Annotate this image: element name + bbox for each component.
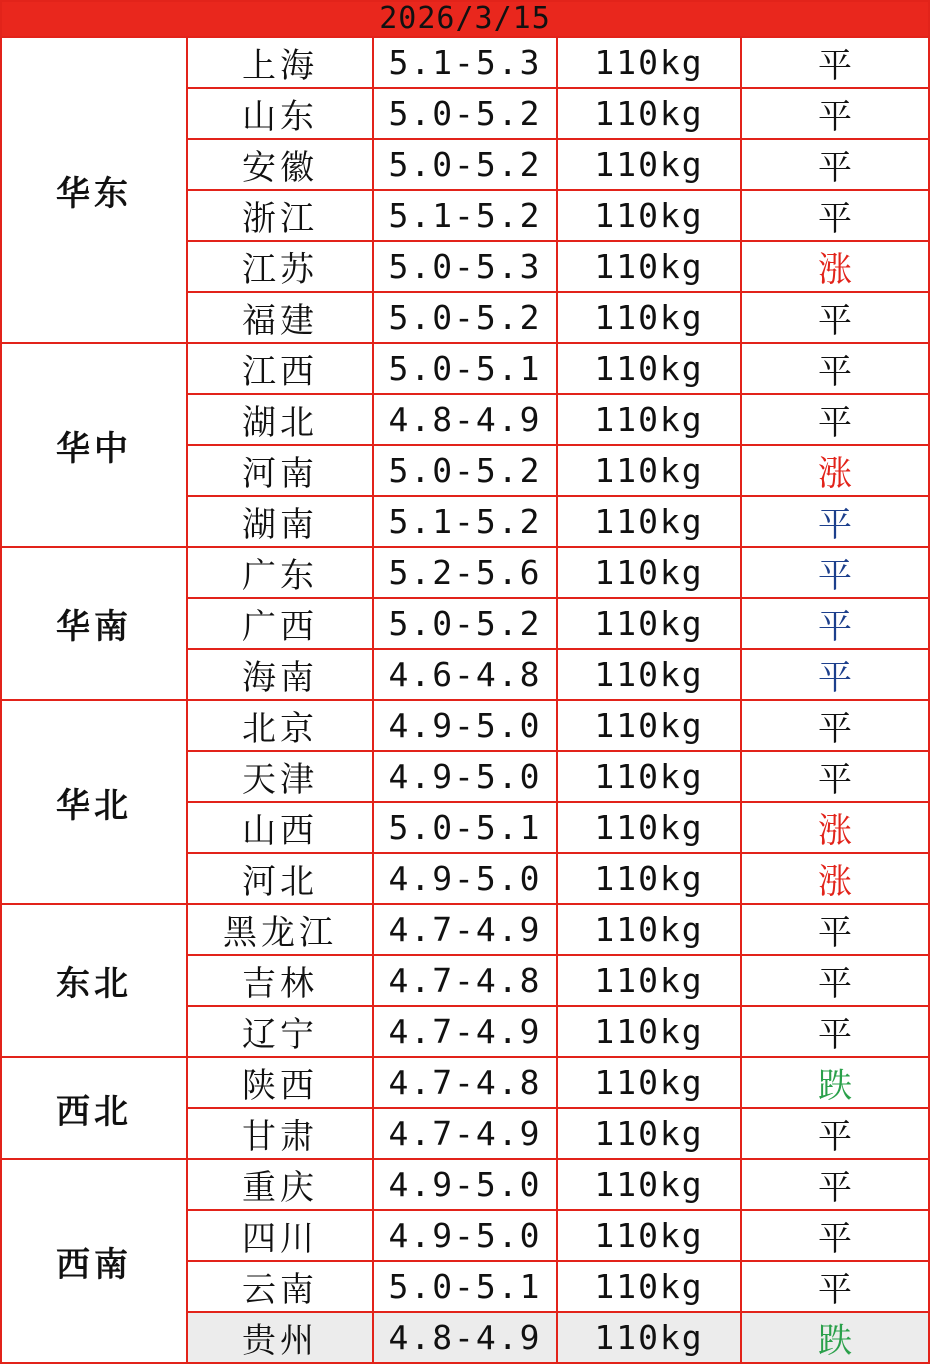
province-cell: 福建 xyxy=(187,292,373,343)
trend-cell: 平 xyxy=(741,598,929,649)
province-cell: 河北 xyxy=(187,853,373,904)
trend-cell: 平 xyxy=(741,1159,929,1210)
trend-cell: 平 xyxy=(741,700,929,751)
price-range-cell: 4.8-4.9 xyxy=(373,394,557,445)
region-cell: 东北 xyxy=(1,904,187,1057)
weight-cell: 110kg xyxy=(557,598,741,649)
table-row xyxy=(1,1159,929,1210)
weight-cell: 110kg xyxy=(557,1312,741,1363)
price-range-cell: 4.9-5.0 xyxy=(373,1159,557,1210)
weight-cell: 110kg xyxy=(557,496,741,547)
weight-cell: 110kg xyxy=(557,37,741,88)
price-range-cell: 5.0-5.1 xyxy=(373,1261,557,1312)
trend-cell: 涨 xyxy=(741,241,929,292)
trend-cell: 平 xyxy=(741,1108,929,1159)
price-range-cell: 5.0-5.1 xyxy=(373,802,557,853)
weight-cell: 110kg xyxy=(557,190,741,241)
trend-cell: 跌 xyxy=(741,1057,929,1108)
weight-cell: 110kg xyxy=(557,1159,741,1210)
province-cell: 湖北 xyxy=(187,394,373,445)
province-cell: 辽宁 xyxy=(187,1006,373,1057)
price-range-cell: 4.6-4.8 xyxy=(373,649,557,700)
price-range-cell: 5.0-5.2 xyxy=(373,445,557,496)
province-cell: 山西 xyxy=(187,802,373,853)
table-row xyxy=(1,547,929,598)
trend-cell: 平 xyxy=(741,343,929,394)
weight-cell: 110kg xyxy=(557,241,741,292)
trend-cell: 平 xyxy=(741,1210,929,1261)
province-cell: 甘肃 xyxy=(187,1108,373,1159)
province-cell: 天津 xyxy=(187,751,373,802)
trend-cell: 平 xyxy=(741,496,929,547)
province-cell: 贵州 xyxy=(187,1312,373,1363)
province-cell: 广东 xyxy=(187,547,373,598)
price-range-cell: 4.7-4.9 xyxy=(373,1006,557,1057)
price-range-cell: 5.0-5.3 xyxy=(373,241,557,292)
trend-cell: 平 xyxy=(741,292,929,343)
province-cell: 湖南 xyxy=(187,496,373,547)
weight-cell: 110kg xyxy=(557,88,741,139)
weight-cell: 110kg xyxy=(557,343,741,394)
table-title: 2026/3/15 xyxy=(1,1,929,37)
trend-cell: 平 xyxy=(741,1006,929,1057)
table-row xyxy=(1,37,929,88)
province-cell: 江苏 xyxy=(187,241,373,292)
weight-cell: 110kg xyxy=(557,445,741,496)
price-range-cell: 4.7-4.9 xyxy=(373,1108,557,1159)
price-range-cell: 4.9-5.0 xyxy=(373,1210,557,1261)
weight-cell: 110kg xyxy=(557,955,741,1006)
weight-cell: 110kg xyxy=(557,649,741,700)
province-cell: 重庆 xyxy=(187,1159,373,1210)
price-range-cell: 4.7-4.9 xyxy=(373,904,557,955)
weight-cell: 110kg xyxy=(557,751,741,802)
province-cell: 安徽 xyxy=(187,139,373,190)
trend-cell: 平 xyxy=(741,88,929,139)
table-body xyxy=(1,37,929,1363)
trend-cell: 跌 xyxy=(741,1312,929,1363)
price-range-cell: 5.1-5.2 xyxy=(373,496,557,547)
trend-cell: 平 xyxy=(741,955,929,1006)
province-cell: 上海 xyxy=(187,37,373,88)
weight-cell: 110kg xyxy=(557,1210,741,1261)
table-row xyxy=(1,904,929,955)
weight-cell: 110kg xyxy=(557,139,741,190)
weight-cell: 110kg xyxy=(557,700,741,751)
price-range-cell: 5.0-5.2 xyxy=(373,598,557,649)
province-cell: 四川 xyxy=(187,1210,373,1261)
price-range-cell: 5.2-5.6 xyxy=(373,547,557,598)
weight-cell: 110kg xyxy=(557,1261,741,1312)
region-cell: 华东 xyxy=(1,37,187,343)
trend-cell: 平 xyxy=(741,139,929,190)
weight-cell: 110kg xyxy=(557,1057,741,1108)
table-row xyxy=(1,1057,929,1108)
weight-cell: 110kg xyxy=(557,1006,741,1057)
price-range-cell: 5.0-5.2 xyxy=(373,88,557,139)
price-range-cell: 5.0-5.2 xyxy=(373,139,557,190)
trend-cell: 平 xyxy=(741,751,929,802)
price-range-cell: 4.9-5.0 xyxy=(373,700,557,751)
price-range-cell: 5.1-5.3 xyxy=(373,37,557,88)
region-cell: 西南 xyxy=(1,1159,187,1363)
region-cell: 华中 xyxy=(1,343,187,547)
price-range-cell: 4.9-5.0 xyxy=(373,751,557,802)
price-range-cell: 5.0-5.2 xyxy=(373,292,557,343)
region-cell: 华南 xyxy=(1,547,187,700)
trend-cell: 平 xyxy=(741,37,929,88)
province-cell: 浙江 xyxy=(187,190,373,241)
province-cell: 陕西 xyxy=(187,1057,373,1108)
trend-cell: 平 xyxy=(741,904,929,955)
province-cell: 吉林 xyxy=(187,955,373,1006)
weight-cell: 110kg xyxy=(557,394,741,445)
province-cell: 海南 xyxy=(187,649,373,700)
province-cell: 江西 xyxy=(187,343,373,394)
trend-cell: 涨 xyxy=(741,802,929,853)
trend-cell: 平 xyxy=(741,190,929,241)
province-cell: 云南 xyxy=(187,1261,373,1312)
weight-cell: 110kg xyxy=(557,853,741,904)
region-cell: 西北 xyxy=(1,1057,187,1159)
weight-cell: 110kg xyxy=(557,904,741,955)
trend-cell: 涨 xyxy=(741,853,929,904)
trend-cell: 平 xyxy=(741,547,929,598)
province-cell: 黑龙江 xyxy=(187,904,373,955)
weight-cell: 110kg xyxy=(557,802,741,853)
trend-cell: 平 xyxy=(741,394,929,445)
region-cell: 华北 xyxy=(1,700,187,904)
weight-cell: 110kg xyxy=(557,292,741,343)
title-row xyxy=(1,1,929,37)
table-row xyxy=(1,700,929,751)
province-cell: 河南 xyxy=(187,445,373,496)
price-range-cell: 5.1-5.2 xyxy=(373,190,557,241)
trend-cell: 平 xyxy=(741,1261,929,1312)
province-cell: 广西 xyxy=(187,598,373,649)
province-cell: 北京 xyxy=(187,700,373,751)
table-row xyxy=(1,343,929,394)
price-range-cell: 5.0-5.1 xyxy=(373,343,557,394)
trend-cell: 涨 xyxy=(741,445,929,496)
weight-cell: 110kg xyxy=(557,547,741,598)
price-range-cell: 4.7-4.8 xyxy=(373,955,557,1006)
trend-cell: 平 xyxy=(741,649,929,700)
price-range-cell: 4.9-5.0 xyxy=(373,853,557,904)
weight-cell: 110kg xyxy=(557,1108,741,1159)
province-cell: 山东 xyxy=(187,88,373,139)
price-range-cell: 4.7-4.8 xyxy=(373,1057,557,1108)
price-range-cell: 4.8-4.9 xyxy=(373,1312,557,1363)
